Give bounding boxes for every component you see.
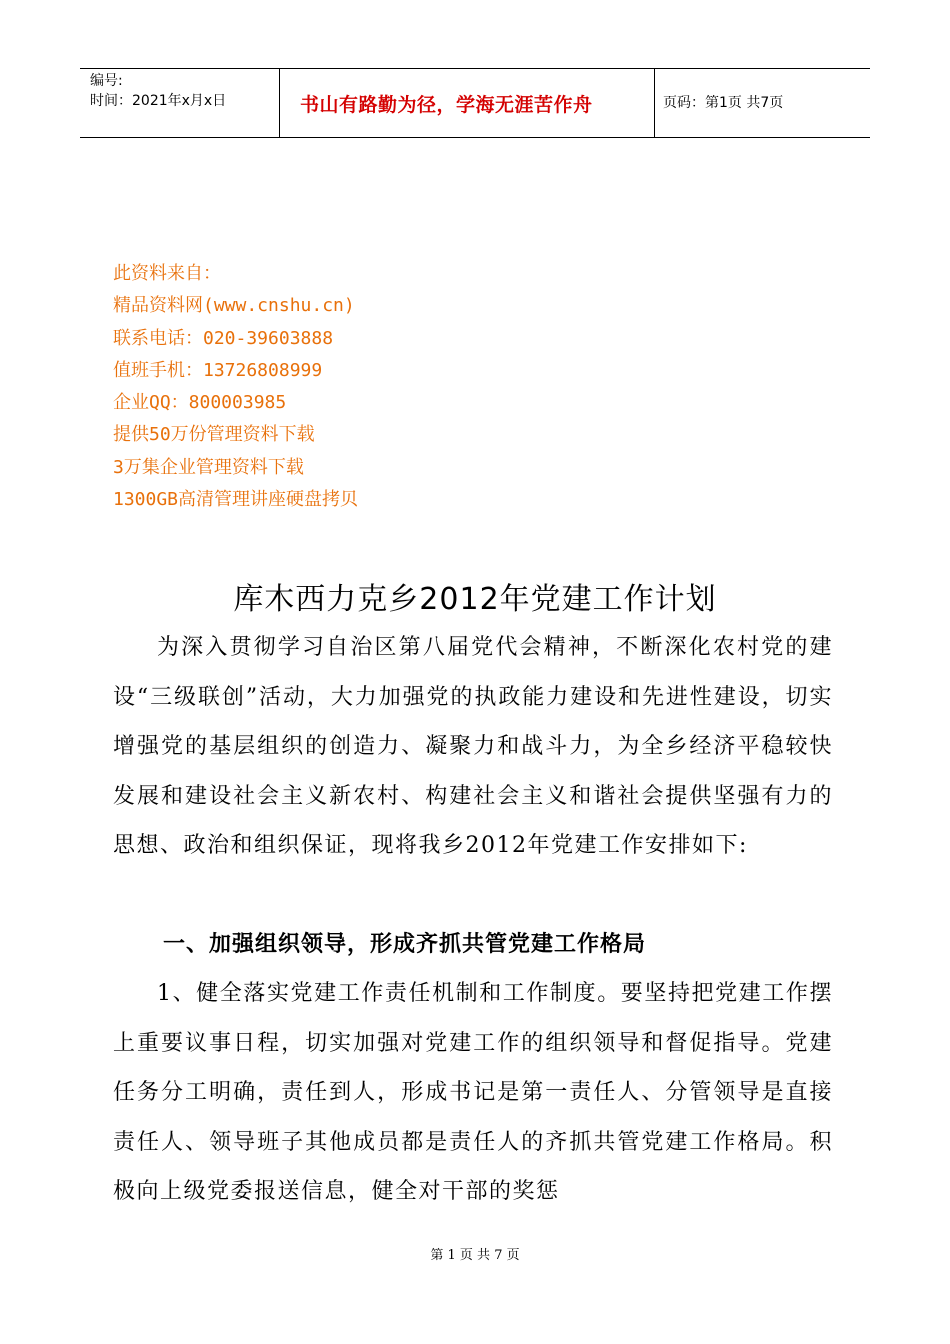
section-heading: 一、加强组织领导，形成齐抓共管党建工作格局 xyxy=(163,932,647,957)
page-label: 页码：第1页 共7页 xyxy=(663,95,784,111)
header-page-cell xyxy=(655,69,870,137)
header-motto-cell xyxy=(280,69,655,137)
source-info-block xyxy=(113,258,358,516)
source-line: 联系电话：020-39603888 xyxy=(113,327,334,349)
source-line: 此资料来自： xyxy=(113,263,221,284)
code-label: 编号: xyxy=(90,73,123,89)
source-line: 精品资料网(www.cnshu.cn) xyxy=(113,295,355,317)
source-line: 企业QQ：800003985 xyxy=(113,392,287,414)
header-meta-cell xyxy=(80,69,280,137)
document-header xyxy=(80,68,870,138)
intro-paragraph: 为深入贯彻学习自治区第八届党代会精神，不断深化农村党的建设“三级联创”活动，大力加强党的执政能力建设和先进性建设，切实增强党的基层组织的创造力、凝聚力和战斗力，为全乡经济平稳较快发展和建设社会主义新农村、构建社会主义和谐社会提供坚强有力的思想、政治和组织保证，现将我乡2012年党建工作安排如下: xyxy=(113,635,833,858)
item-paragraph: 1、健全落实党建工作责任机制和工作制度。要坚持把党建工作摆上重要议事日程，切实加强对党建工作的组织领导和督促指导。党建任务分工明确，责任到人，形成书记是第一责任人、分管领导是直接责任人、领导班子其他成员都是责任人的齐抓共管党建工作格局。积极向上级党委报送信息，健全对干部的奖惩 xyxy=(113,981,833,1204)
source-line: 提供50万份管理资料下载 xyxy=(113,424,315,446)
page-footer: 第 1 页 共 7 页 xyxy=(430,1248,520,1263)
motto-text: 书山有路勤为径，学海无涯苦作舟 xyxy=(300,93,593,116)
source-line: 3万集企业管理资料下载 xyxy=(113,456,304,478)
source-line: 值班手机：13726808999 xyxy=(113,359,323,381)
source-line: 1300GB高清管理讲座硬盘拷贝 xyxy=(113,489,359,511)
document-title: 库木西力克乡2012年党建工作计划 xyxy=(233,582,717,617)
time-label: 时间：2021年x月x日 xyxy=(90,93,227,109)
